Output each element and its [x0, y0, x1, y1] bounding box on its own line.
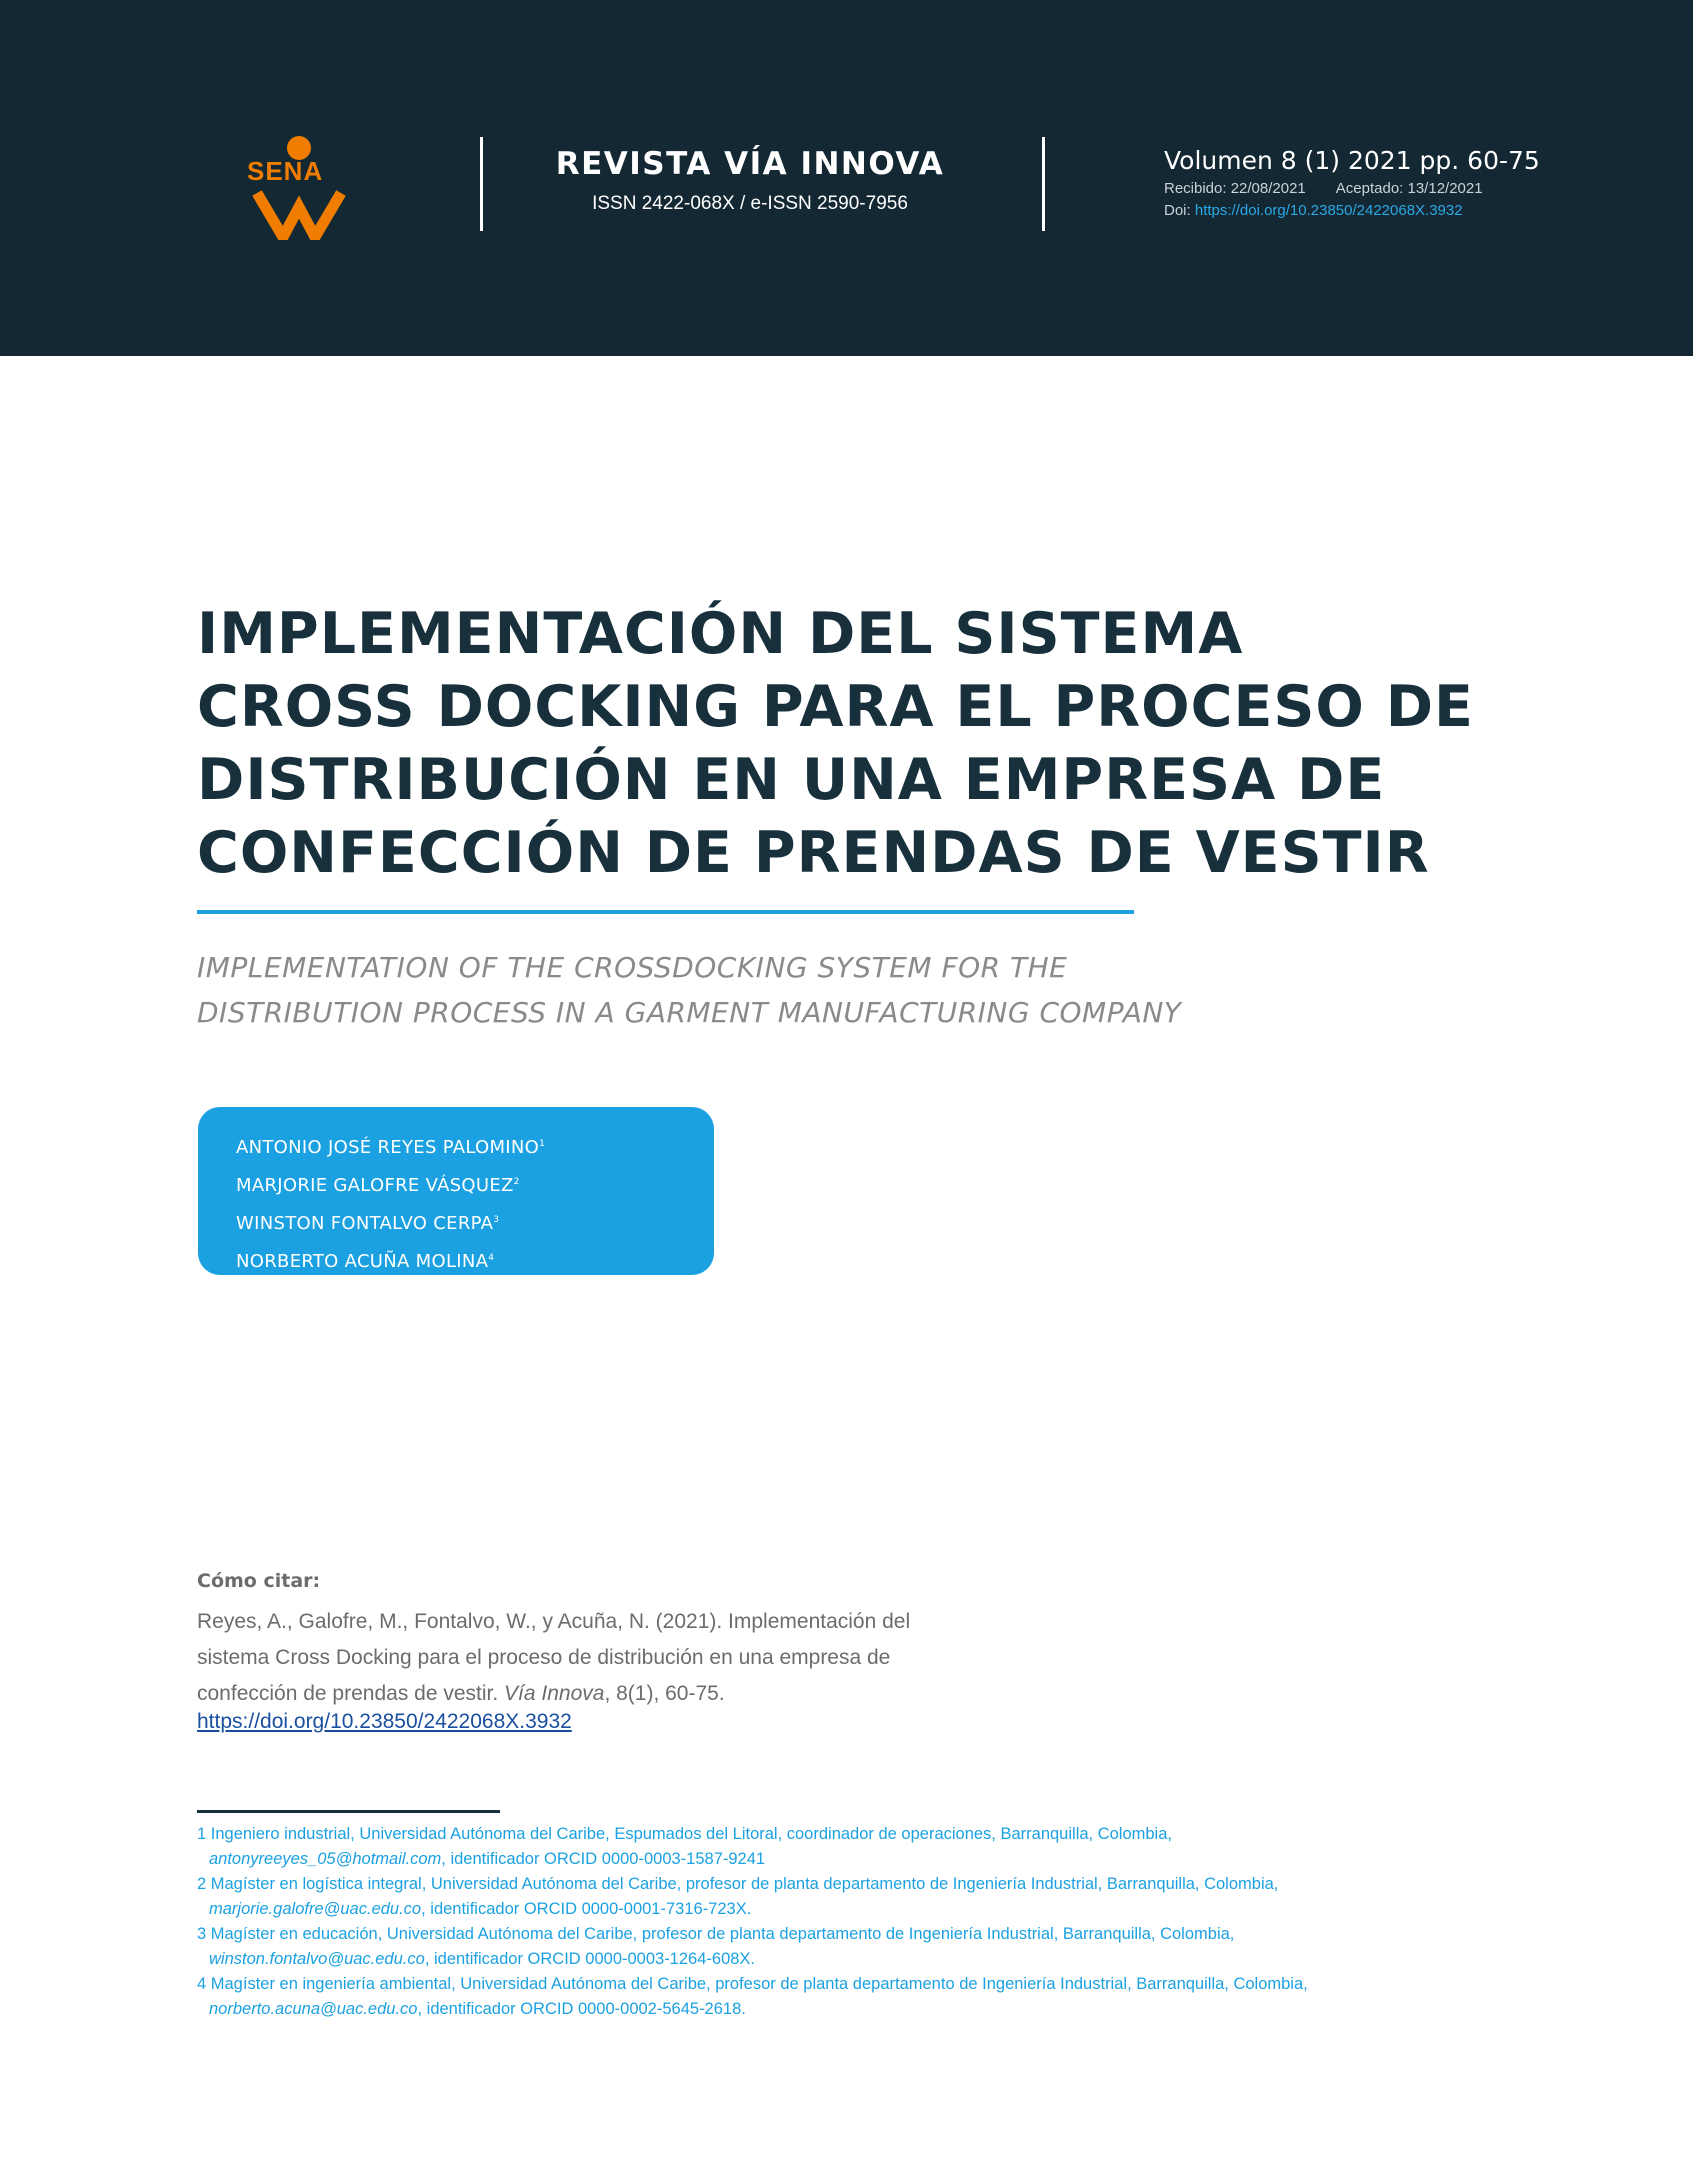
footnote: 2 Magíster en logística integral, Universidad Autónoma del Caribe, profesor de planta departamento de Ingeniería Industrial, Barranquilla, Colombia, marjorie.galofre@uac.edu.co, identificador ORCID 0000-0001-7316-723X. [197, 1875, 1279, 1918]
received-date: Recibido: 22/08/2021 [1164, 180, 1306, 197]
submission-dates [1164, 180, 1483, 197]
title-line: DISTRIBUCIÓN EN UNA EMPRESA DE [197, 747, 1386, 813]
subtitle-line: IMPLEMENTATION OF THE CROSSDOCKING SYSTEM FOR THE [197, 951, 1068, 984]
citation-doi-link[interactable]: https://doi.org/10.23850/2422068X.3932 [197, 1710, 572, 1733]
footnote: 3 Magíster en educación, Universidad Autónoma del Caribe, profesor de planta departamento de Ingeniería Industrial, Barranquilla, Colombia, winston.fontalvo@uac.edu.co, identificador ORCID 0000-0003-1264-608X. [197, 1925, 1235, 1968]
title-divider [197, 910, 1134, 914]
footnote-mark: 2 [513, 1177, 520, 1187]
author-email[interactable]: winston.fontalvo@uac.edu.co [209, 1950, 425, 1968]
issn: ISSN 2422-068X / e-ISSN 2590-7956 [592, 193, 908, 214]
footnote: 1 Ingeniero industrial, Universidad Autónoma del Caribe, Espumados del Litoral, coordinador de operaciones, Barranquilla, Colombia, antonyreeyes_05@hotmail.com, identificador ORCID 0000-0003-1587-9241 [197, 1825, 1172, 1868]
citation-line: confección de prendas de vestir. Vía Innova, 8(1), 60-75. [197, 1682, 725, 1705]
doi-link[interactable]: https://doi.org/10.23850/2422068X.3932 [1194, 202, 1463, 219]
author-name: WINSTON FONTALVO CERPA$^3$ [236, 1213, 500, 1234]
citation-line: sistema Cross Docking para el proceso de distribución en una empresa de [197, 1646, 891, 1669]
footnotes [197, 1822, 1497, 2022]
author-email[interactable]: antonyreeyes_05@hotmail.com [209, 1850, 442, 1868]
journal-title: REVISTA VÍA INNOVA [555, 146, 945, 182]
footnote-divider [197, 1810, 500, 1813]
footnote: 4 Magíster en ingeniería ambiental, Universidad Autónoma del Caribe, profesor de planta departamento de Ingeniería Industrial, Barranquilla, Colombia, norberto.acuna@uac.edu.co, identificador ORCID 0000-0002-5645-2618. [197, 1975, 1308, 2018]
author-email[interactable]: marjorie.galofre@uac.edu.co [209, 1900, 422, 1918]
citation-heading: Cómo citar: [197, 1570, 321, 1592]
title-line: IMPLEMENTACIÓN DEL SISTEMA [197, 601, 1244, 667]
sena-logo [243, 135, 353, 240]
citation-line: Reyes, A., Galofre, M., Fontalvo, W., y Acuña, N. (2021). Implementación del [197, 1610, 911, 1633]
footnote-mark: 1 [539, 1139, 546, 1149]
footnote-mark: 3 [493, 1215, 500, 1225]
doi-line [1164, 202, 1463, 219]
accepted-date: Aceptado: 13/12/2021 [1335, 180, 1483, 197]
volume-info: Volumen 8 (1) 2021 pp. 60-75 [1164, 146, 1540, 175]
footnote-mark: 4 [488, 1253, 495, 1263]
header-divider [1042, 137, 1045, 231]
author-name: MARJORIE GALOFRE VÁSQUEZ$^2$ [236, 1175, 520, 1196]
author-name: ANTONIO JOSÉ REYES PALOMINO$^1$ [236, 1137, 546, 1158]
doi-label: Doi: [1164, 202, 1191, 219]
subtitle-line: DISTRIBUTION PROCESS IN A GARMENT MANUFACTURING COMPANY [197, 996, 1182, 1029]
authors-box [198, 1107, 714, 1275]
author-name: NORBERTO ACUÑA MOLINA$^4$ [236, 1251, 495, 1272]
journal-header [0, 0, 1693, 356]
title-line: CROSS DOCKING PARA EL PROCESO DE [197, 674, 1474, 740]
logo-text: SENA [247, 156, 324, 186]
title-line: CONFECCIÓN DE PRENDAS DE VESTIR [197, 820, 1430, 886]
header-divider [480, 137, 483, 231]
article-title [197, 598, 1497, 890]
citation-text [197, 1604, 977, 1712]
article-subtitle [197, 945, 1397, 1035]
journal-name: Vía Innova [504, 1682, 605, 1705]
author-email[interactable]: norberto.acuna@uac.edu.co [209, 2000, 418, 2018]
